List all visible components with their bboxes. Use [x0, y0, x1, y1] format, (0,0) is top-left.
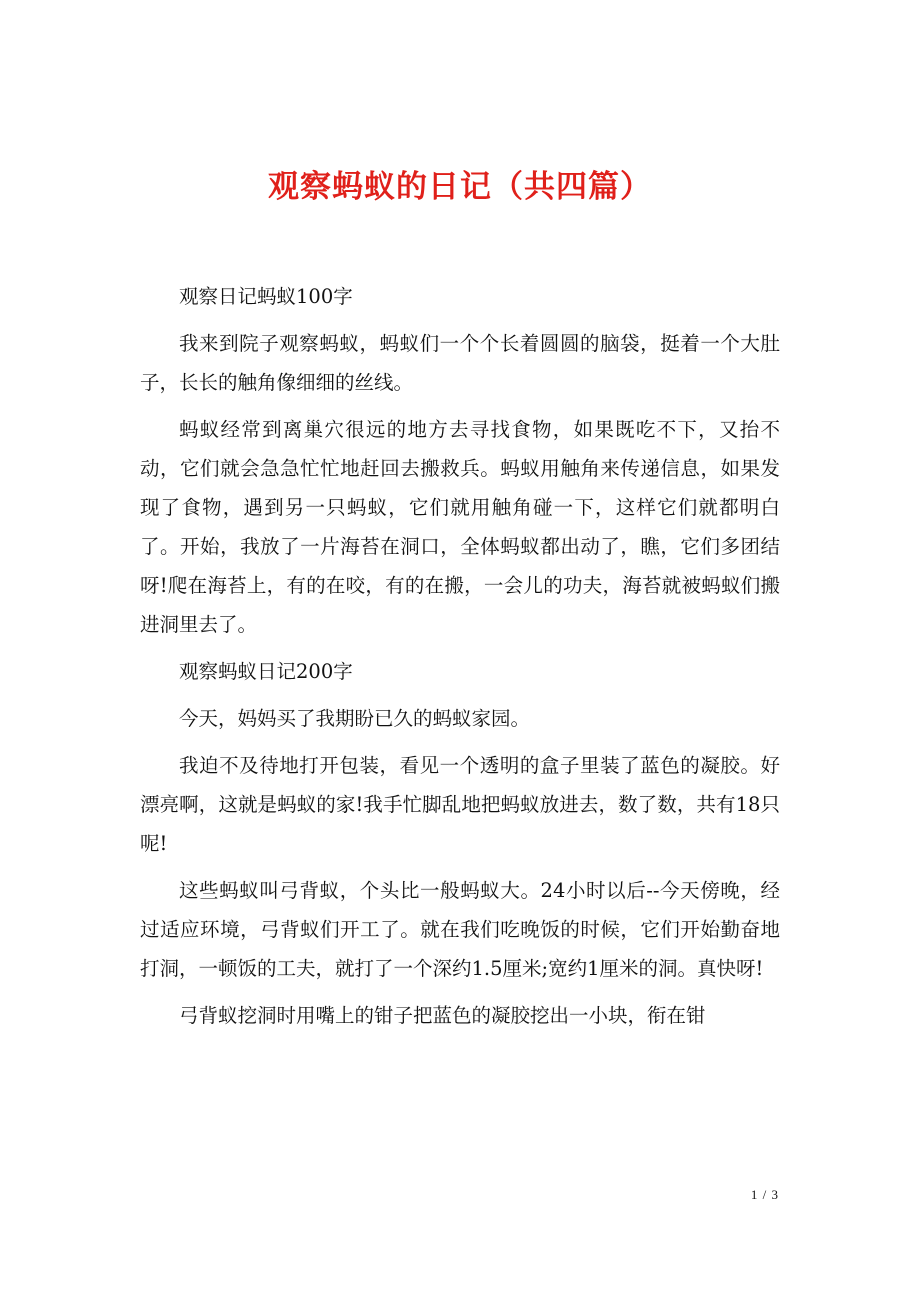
- paragraph: 我迫不及待地打开包装，看见一个透明的盒子里装了蓝色的凝胶。好漂亮啊，这就是蚂蚁的家!我手忙脚乱地把蚂蚁放进去，数了数，共有18只呢!: [140, 754, 780, 855]
- paragraph: 我来到院子观察蚂蚁，蚂蚁们一个个长着圆圆的脑袋，挺着一个大肚子，长长的触角像细细的丝线。: [140, 332, 780, 394]
- section-heading: 观察日记蚂蚁100字: [179, 285, 353, 308]
- paragraph: 这些蚂蚁叫弓背蚁，个头比一般蚂蚁大。24小时以后--今天傍晚，经过适应环境，弓背蚁们开工了。就在我们吃晚饭的时候，它们开始勤奋地打洞，一顿饭的工夫，就打了一个深约1.5厘米;宽约1厘米的洞。真快呀!: [140, 879, 780, 980]
- page-number: 1 / 3: [750, 1187, 779, 1202]
- paragraph: 弓背蚁挖洞时用嘴上的钳子把蓝色的凝胶挖出一小块，衔在钳: [179, 1004, 706, 1027]
- document-title: 观察蚂蚁的日记（共四篇）: [268, 168, 652, 205]
- section-heading: 观察蚂蚁日记200字: [179, 660, 353, 683]
- document-body: [140, 277, 780, 1043]
- paragraph: 今天，妈妈买了我期盼已久的蚂蚁家园。: [179, 707, 531, 730]
- paragraph: 蚂蚁经常到离巢穴很远的地方去寻找食物，如果既吃不下，又抬不动，它们就会急急忙忙地赶回去搬救兵。蚂蚁用触角来传递信息，如果发现了食物，遇到另一只蚂蚁，它们就用触角碰一下，这样它们就都明白了。开始，我放了一片海苔在洞口，全体蚂蚁都出动了，瞧，它们多团结呀!爬在海苔上，有的在咬，有的在搬，一会儿的功夫，海苔就被蚂蚁们搬进洞里去了。: [140, 418, 780, 636]
